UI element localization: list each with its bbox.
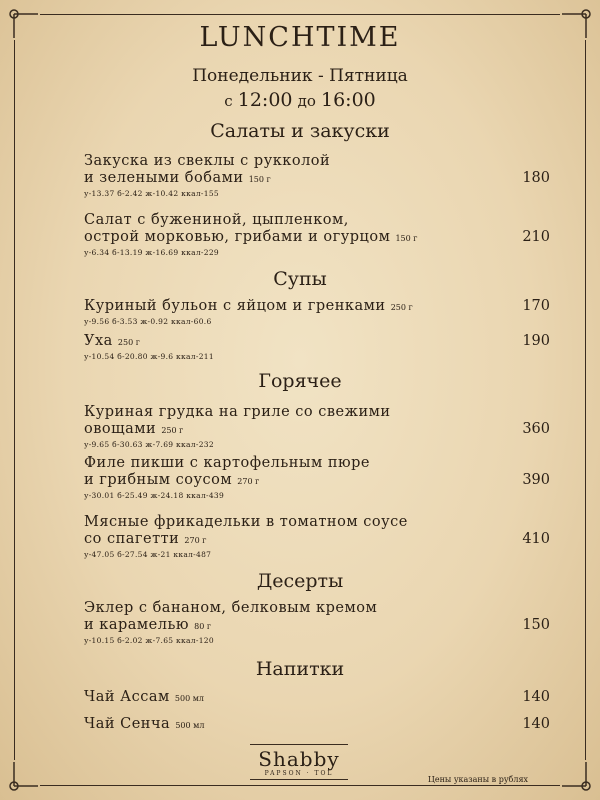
menu-item <box>84 716 550 734</box>
logo-subtext: PAPSON · TOL <box>264 770 334 777</box>
item-weight: 150 г <box>395 234 418 243</box>
section-title: Салаты и закуски <box>210 120 390 142</box>
frame-border-bottom <box>40 785 560 786</box>
frame-border-right <box>585 40 586 760</box>
item-price: 140 <box>522 689 550 705</box>
item-nutrition: у-6.34 б-13.19 ж-16.69 ккал-229 <box>84 248 219 257</box>
item-price: 150 <box>522 617 550 633</box>
time-to-prefix: до <box>297 92 316 110</box>
item-weight: 500 мл <box>174 694 205 703</box>
section-title: Напитки <box>255 658 345 680</box>
item-price: 360 <box>522 421 550 437</box>
item-name: и зелеными бобами <box>84 170 244 186</box>
menu-item <box>84 600 550 646</box>
item-nutrition: у-13.37 б-2.42 ж-10.42 ккал-155 <box>84 189 219 198</box>
time-range <box>0 89 600 111</box>
item-weight: 500 мл <box>175 721 205 730</box>
time-to: 16:00 <box>320 89 376 111</box>
item-name: Уха <box>84 333 113 349</box>
item-price: 170 <box>522 298 550 314</box>
item-name: Куриная грудка на гриле со свежими <box>84 404 391 420</box>
days-range: Понедельник - Пятница <box>192 66 408 86</box>
item-name: и грибным соусом <box>84 472 233 488</box>
item-price: 140 <box>522 716 550 732</box>
item-weight: 270 г <box>184 536 207 545</box>
item-name: Чай Ассам <box>84 689 170 705</box>
item-nutrition: у-10.15 б-2.02 ж-7.65 ккал-120 <box>84 636 214 645</box>
menu-item <box>84 333 550 362</box>
menu-item <box>84 404 550 450</box>
item-nutrition: у-10.54 б-20.80 ж-9.6 ккал-211 <box>84 352 214 361</box>
item-weight: 80 г <box>194 622 212 631</box>
menu-item <box>84 212 550 258</box>
item-name: острой морковью, грибами и огурцом <box>84 229 391 245</box>
menu-item <box>84 455 550 501</box>
item-name: Куриный бульон с яйцом и гренками <box>84 298 386 314</box>
item-price: 180 <box>522 170 550 186</box>
shabby-logo <box>246 742 352 782</box>
menu-item <box>84 689 550 707</box>
item-price: 210 <box>522 229 550 245</box>
menu-item <box>84 514 550 560</box>
item-name: овощами <box>84 421 157 437</box>
item-weight: 270 г <box>237 477 260 486</box>
logo-text: Shabby <box>258 747 340 771</box>
item-price: 190 <box>522 333 550 349</box>
section-title: Десерты <box>256 570 344 592</box>
time-from: 12:00 <box>237 89 293 111</box>
section-title: Горячее <box>258 370 342 392</box>
item-nutrition: у-47.05 б-27.54 ж-21 ккал-487 <box>84 550 212 559</box>
item-nutrition: у-30.01 б-25.49 ж-24.18 ккал-439 <box>84 491 225 500</box>
item-name: Мясные фрикадельки в томатном соусе <box>84 514 408 530</box>
corner-ornament-icon <box>562 762 596 796</box>
menu-title: LUNCHTIME <box>199 22 401 53</box>
item-name: и карамелью <box>84 617 189 633</box>
item-price: 390 <box>522 472 550 488</box>
item-weight: 150 г <box>248 175 271 184</box>
time-from-prefix: с <box>224 92 233 110</box>
item-name: со спагетти <box>84 531 180 547</box>
item-name: Чай Сенча <box>84 716 171 732</box>
corner-ornament-icon <box>4 762 38 796</box>
item-name: Эклер с бананом, белковым кремом <box>84 600 378 616</box>
section-title: Супы <box>273 268 327 290</box>
item-nutrition: у-9.65 б-30.63 ж-7.69 ккал-232 <box>84 440 214 449</box>
item-weight: 250 г <box>117 338 140 347</box>
item-name: Салат с бужениной, цыпленком, <box>84 212 349 228</box>
item-name: Закуска из свеклы с рукколой <box>84 153 331 169</box>
item-weight: 250 г <box>161 426 184 435</box>
menu-item <box>84 153 550 199</box>
item-nutrition: у-9.56 б-3.53 ж-0.92 ккал-60.6 <box>84 317 212 326</box>
frame-border-top <box>40 14 560 15</box>
menu-item <box>84 298 550 327</box>
price-note: Цены указаны в рублях <box>427 775 528 784</box>
frame-border-left <box>14 40 15 760</box>
item-name: Филе пикши с картофельным пюре <box>84 455 370 471</box>
item-weight: 250 г <box>390 303 413 312</box>
item-price: 410 <box>522 531 550 547</box>
